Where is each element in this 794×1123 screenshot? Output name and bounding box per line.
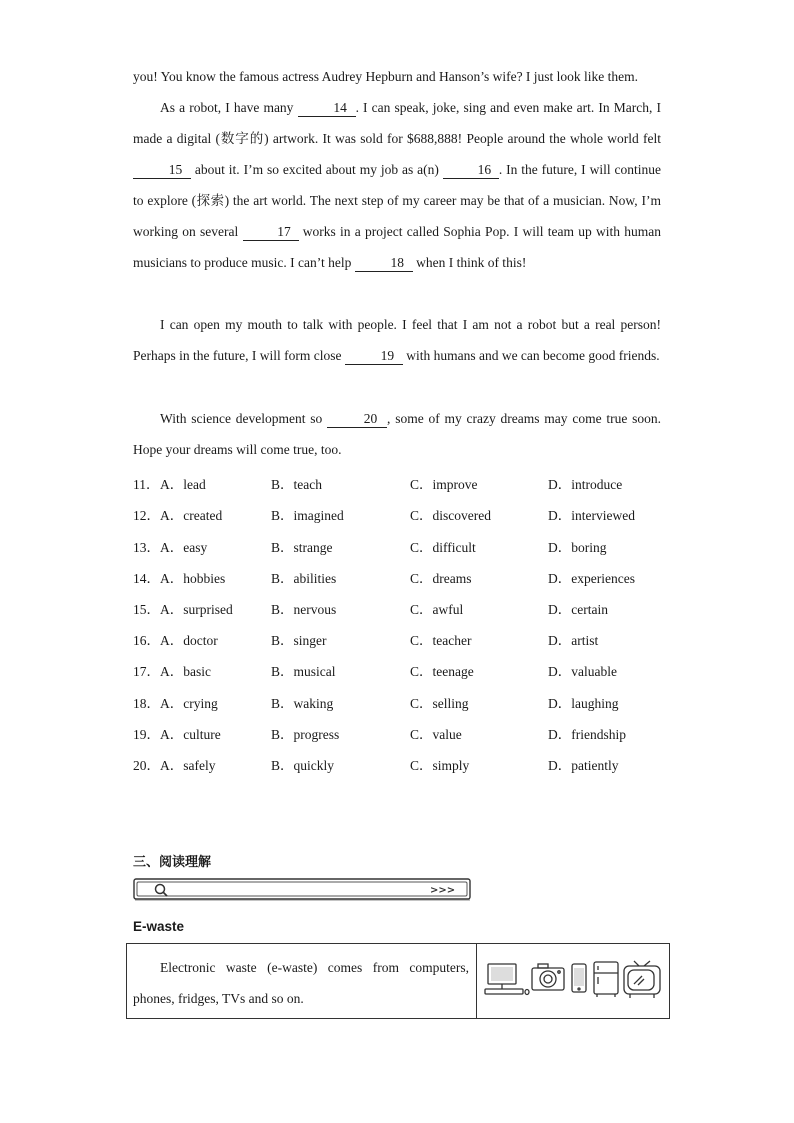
blank-15[interactable]: 15 [133, 162, 191, 179]
option-row-13 [133, 536, 653, 556]
question-number: 14． [133, 571, 160, 586]
option-b[interactable]: B．teach [271, 477, 322, 492]
option-a[interactable]: A．created [160, 508, 223, 523]
ewaste-title: E-waste [133, 919, 185, 934]
passage-paragraph-2: I can open my mouth to talk with people. I feel that I am not a robot but a real person! Perhaps in the future, I will form close 19 with humans and we can become good friends. [133, 317, 661, 363]
option-c[interactable]: C．awful [410, 602, 464, 617]
option-b[interactable]: B．abilities [271, 571, 337, 586]
blank-18[interactable]: 18 [355, 255, 413, 272]
ewaste-intro: Electronic waste (e-waste) comes from computers, phones, fridges, TVs and so on. [133, 960, 469, 1006]
option-c[interactable]: C．value [410, 727, 462, 742]
option-d[interactable]: D．patiently [548, 758, 619, 773]
blank-16[interactable]: 16 [443, 162, 499, 179]
option-row-16 [133, 629, 653, 649]
question-number: 12． [133, 508, 160, 523]
computer-icon [485, 964, 529, 995]
option-a[interactable]: A．culture [160, 727, 221, 742]
option-d[interactable]: D．interviewed [548, 508, 635, 523]
question-number: 16． [133, 633, 160, 648]
option-d[interactable]: D．valuable [548, 664, 617, 679]
question-number: 20． [133, 758, 160, 773]
option-row-14 [133, 567, 653, 587]
search-bar-graphic [133, 877, 471, 901]
blank-14[interactable]: 14 [298, 100, 356, 117]
option-d[interactable]: D．experiences [548, 571, 635, 586]
option-b[interactable]: B．quickly [271, 758, 334, 773]
option-d[interactable]: D．boring [548, 540, 607, 555]
passage-line-0: you! You know the famous actress Audrey Hepburn and Hanson’s wife? I just look like them. [133, 69, 639, 84]
table-divider [476, 944, 477, 1018]
question-number: 13． [133, 540, 160, 555]
question-number: 11． [133, 477, 160, 492]
device-icons [484, 960, 666, 1004]
blank-19[interactable]: 19 [345, 348, 403, 365]
option-b[interactable]: B．musical [271, 664, 336, 679]
option-row-15 [133, 598, 653, 618]
option-row-20 [133, 754, 653, 774]
option-b[interactable]: B．singer [271, 633, 327, 648]
option-a[interactable]: A．safely [160, 758, 216, 773]
option-row-11 [133, 473, 653, 493]
search-bar-frame [133, 877, 471, 901]
option-a[interactable]: A．easy [160, 540, 208, 555]
option-c[interactable]: C．selling [410, 696, 469, 711]
option-a[interactable]: A．crying [160, 696, 218, 711]
option-b[interactable]: B．waking [271, 696, 334, 711]
ewaste-table [126, 943, 670, 1019]
option-c[interactable]: C．improve [410, 477, 478, 492]
question-number: 19． [133, 727, 160, 742]
passage-paragraph-1: As a robot, I have many 14 . I can speak, joke, sing and even make art. In March, I made a digital (数字的) artwork. It was sold for $688,888! People around the whole world felt 15 about it. I’m so excited about my job as a(n) 16 . In the future, I will continue to explore (探索) the art world. The next step of my career may be that of a musician. Now, I’m working on several 17 works in a project called Sophia Pop. I will team up with human musicians to produce music. I can’t help 18 when I think of this! [133, 100, 662, 270]
option-a[interactable]: A．lead [160, 477, 206, 492]
option-d[interactable]: D．artist [548, 633, 599, 648]
option-c[interactable]: C．teenage [410, 664, 474, 679]
camera-icon [532, 964, 564, 990]
question-number: 17． [133, 664, 160, 679]
blank-20[interactable]: 20 [327, 411, 387, 428]
option-b[interactable]: B．imagined [271, 508, 344, 523]
option-c[interactable]: C．simply [410, 758, 470, 773]
option-row-18 [133, 692, 653, 712]
option-c[interactable]: C．discovered [410, 508, 491, 523]
passage-paragraph-3: With science development so 20 , some of my crazy dreams may come true soon. Hope your dreams will come true, too. [133, 411, 661, 457]
phone-icon [572, 964, 586, 992]
option-b[interactable]: B．nervous [271, 602, 337, 617]
question-number: 18． [133, 696, 160, 711]
option-row-17 [133, 660, 653, 680]
search-arrows: >>> [430, 885, 456, 896]
blank-17[interactable]: 17 [243, 224, 299, 241]
fridge-icon [594, 962, 618, 997]
option-row-12 [133, 504, 653, 524]
option-c[interactable]: C．teacher [410, 633, 472, 648]
option-d[interactable]: D．certain [548, 602, 608, 617]
tv-icon [624, 961, 660, 998]
option-d[interactable]: D．laughing [548, 696, 619, 711]
option-c[interactable]: C．dreams [410, 571, 472, 586]
option-a[interactable]: A．doctor [160, 633, 218, 648]
option-a[interactable]: A．hobbies [160, 571, 226, 586]
section-title: 三、阅读理解 [133, 855, 212, 870]
option-b[interactable]: B．strange [271, 540, 333, 555]
option-row-19 [133, 723, 653, 743]
option-d[interactable]: D．friendship [548, 727, 626, 742]
question-number: 15． [133, 602, 160, 617]
option-a[interactable]: A．basic [160, 664, 211, 679]
option-c[interactable]: C．difficult [410, 540, 476, 555]
option-b[interactable]: B．progress [271, 727, 340, 742]
option-d[interactable]: D．introduce [548, 477, 623, 492]
option-a[interactable]: A．surprised [160, 602, 233, 617]
